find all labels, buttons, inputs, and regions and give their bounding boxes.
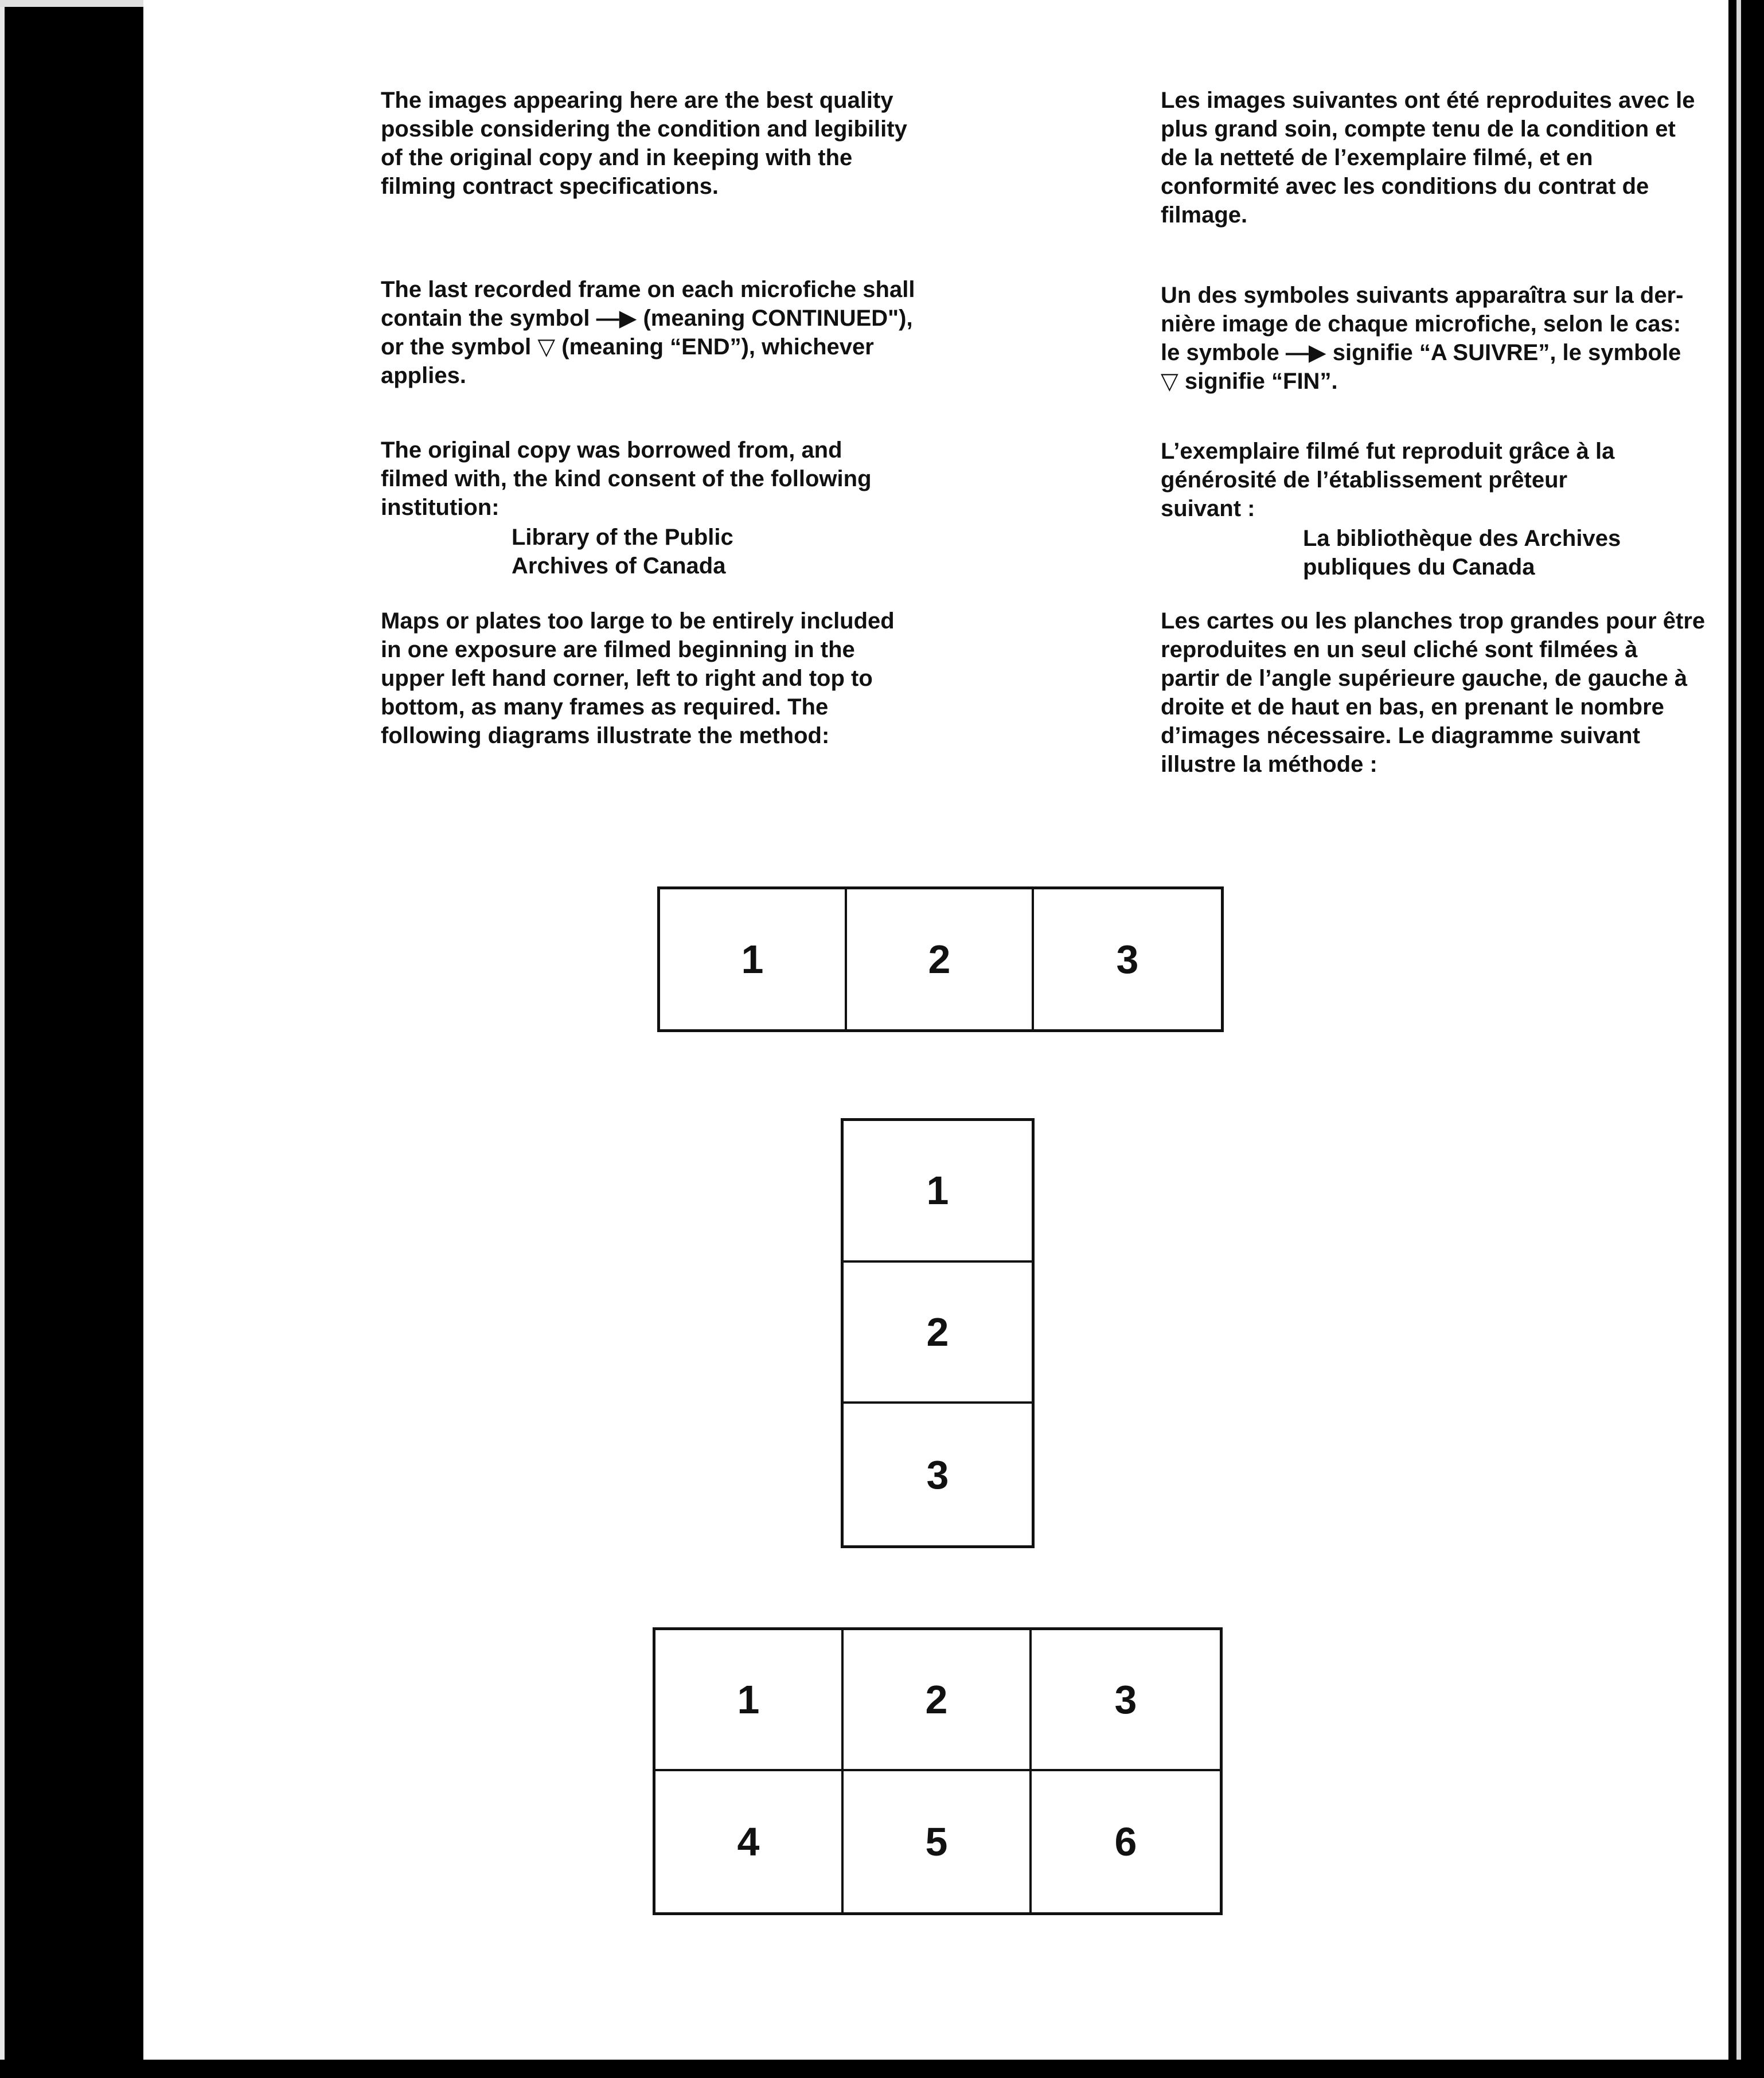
frame-cell: 3 [926, 1452, 949, 1497]
diagram-vertical [841, 1118, 1035, 1548]
english-symbol-notice: The last recorded frame on each microfiche shall contain the symbol —▶ (meaning CONTINUED"), or the symbol ▽ (meaning “END”), whichever applies. [381, 277, 915, 388]
french-symbol-notice: Un des symboles suivants apparaîtra sur la der- nière image de chaque microfiche, selon le cas: le symbole —▶ signifie “A SUIVRE”, le symbole ▽ signifie “FIN”. [1161, 283, 1684, 394]
diagram-horizontal [657, 886, 1224, 1032]
frame-cell: 2 [844, 1263, 1032, 1404]
frame-cell: 2 [844, 1630, 1032, 1771]
diagram-grid [653, 1627, 1223, 1915]
english-maps-notice: Maps or plates too large to be entirely included in one exposure are filmed beginning in the upper left hand corner, left to right and top to bottom, as many frames as required. The following diagrams illustrate the method: [381, 608, 895, 748]
scan-edge-top [0, 0, 143, 7]
frame-cell: 3 [1032, 1630, 1220, 1771]
french-quality-notice: Les images suivantes ont été reproduites avec le plus grand soin, compte tenu de la condition et de la netteté de l’exemplaire filmé, et en conformité avec les conditions du contrat de filmage. [1161, 88, 1695, 228]
frame-cell: 1 [660, 889, 847, 1029]
french-institution: La bibliothèque des Archives publiques du Canada [1303, 526, 1621, 580]
frame-cell: 3 [1116, 937, 1139, 982]
frame-cell: 2 [847, 889, 1034, 1029]
scan-border-bottom [0, 2060, 1764, 2078]
english-institution: Library of the Public Archives of Canada [512, 525, 733, 579]
scan-border-left [0, 0, 143, 2078]
frame-cell: 1 [655, 1630, 844, 1771]
scan-edge-right [1736, 0, 1741, 2078]
frame-cell: 5 [844, 1771, 1032, 1912]
french-borrowed-notice: L’exemplaire filmé fut reproduit grâce à la générosité de l’établissement prêteur suivant : [1161, 439, 1615, 521]
frame-cell: 4 [655, 1771, 844, 1912]
document-page [143, 0, 1728, 2060]
scan-edge-left [0, 0, 5, 2078]
frame-cell: 1 [844, 1121, 1032, 1263]
scan-border-right [1728, 0, 1764, 2078]
frame-cell: 6 [1114, 1819, 1137, 1864]
english-borrowed-notice: The original copy was borrowed from, and filmed with, the kind consent of the following institution: [381, 438, 872, 520]
english-quality-notice: The images appearing here are the best quality possible considering the condition and legibility of the original copy and in keeping with the filming contract specifications. [381, 88, 907, 199]
french-maps-notice: Les cartes ou les planches trop grandes pour être reproduites en un seul cliché sont filmées à partir de l’angle supérieure gauche, de gauche à droite et de haut en bas, en prenant le nombre d’images nécessaire. Le diagramme suivant illustre la méthode : [1161, 608, 1706, 777]
